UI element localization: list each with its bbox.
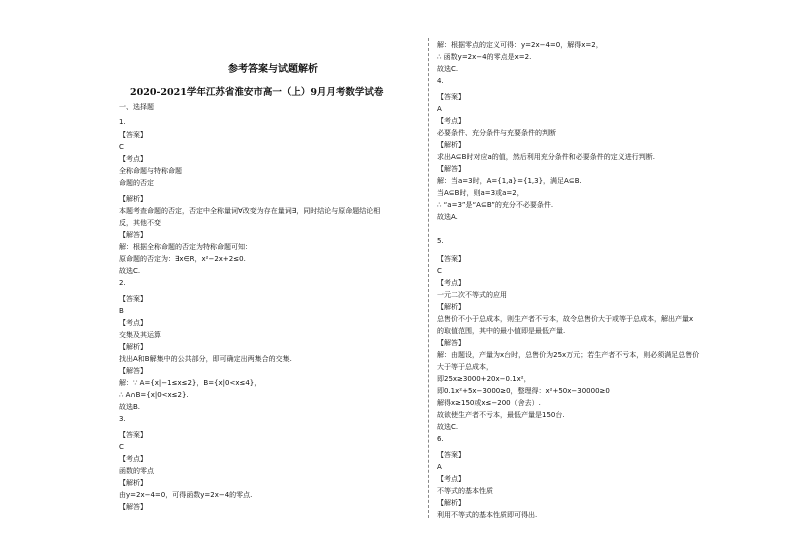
text-line: 【解析】: [119, 479, 147, 487]
text-line: 【解析】: [437, 141, 465, 149]
text-line: 即25x≥3000+20x−0.1x²，: [437, 375, 531, 383]
text-line: 求出A⊆B时对应a的值，然后利用充分条件和必要条件的定义进行判断.: [437, 153, 655, 161]
text-line: 当A⊆B时，则a=3或a=2，: [437, 189, 524, 197]
text-line: 1.: [119, 118, 126, 126]
text-line: 故选C.: [437, 423, 459, 431]
doc-title: 参考答案与试题解析: [228, 64, 318, 75]
column-divider: [428, 38, 429, 518]
text-line: 【解析】: [437, 303, 465, 311]
text-line: 全称命题与特称命题: [119, 167, 182, 175]
text-line: 由y=2x−4=0，可得函数y=2x−4的零点.: [119, 491, 253, 499]
text-line: C: [437, 267, 442, 275]
text-line: C: [119, 143, 124, 151]
text-line: 【解答】: [437, 339, 465, 347]
doc-subtitle: 2020-2021学年江苏省淮安市高一（上）9月月考数学试卷: [130, 87, 384, 98]
text-line: 故选B.: [119, 403, 141, 411]
text-line: 【解析】: [119, 195, 147, 203]
text-line: 故欲使生产者不亏本，最低产量是150台.: [437, 411, 565, 419]
text-line: 解：根据全称命题的否定为特称命题可知：: [119, 243, 252, 251]
text-line: 总售价不小于总成本，则生产者不亏本，故令总售价大于或等于总成本，解出产量x: [437, 315, 694, 323]
text-line: 解：根据零点的定义可得：y=2x−4=0，解得x=2，: [437, 41, 603, 49]
text-line: 解得x≥150或x≤−200（舍去）.: [437, 399, 541, 407]
text-line: 即0.1x²+5x−3000≥0，整理得：x²+50x−30000≥0: [437, 387, 610, 395]
text-line: 6.: [437, 435, 444, 443]
text-line: 4.: [437, 77, 444, 85]
text-line: 反，其他不变: [119, 219, 161, 227]
text-line: A: [437, 105, 442, 113]
text-line: C: [119, 443, 124, 451]
text-line: 一元二次不等式的应用: [437, 291, 507, 299]
text-line: 大于等于总成本，: [437, 363, 493, 371]
text-line: 【解答】: [119, 231, 147, 239]
text-line: 2.: [119, 279, 126, 287]
text-line: 命题的否定: [119, 179, 154, 187]
text-line: 解：由题设，产量为x台时，总售价为25x万元；若生产者不亏本，则必须满足总售价: [437, 351, 700, 359]
text-line: ∴ A∩B={x|0<x≤2}.: [119, 391, 189, 399]
text-line: 找出A和B解集中的公共部分，即可确定出两集合的交集.: [119, 355, 292, 363]
text-line: 【答案】: [437, 93, 465, 101]
text-line: 【考点】: [437, 475, 465, 483]
text-line: 【考点】: [119, 319, 147, 327]
text-line: 交集及其运算: [119, 331, 161, 339]
text-line: 故选A.: [437, 213, 458, 221]
text-line: 【考点】: [119, 455, 147, 463]
text-line: 5.: [437, 237, 444, 245]
text-line: 【答案】: [437, 451, 465, 459]
text-line: 【答案】: [119, 295, 147, 303]
text-line: 本题考查命题的否定，否定中全称量词∀改变为存在量词∃，同时结论与原命题结论相: [119, 207, 381, 215]
text-line: 【考点】: [119, 155, 147, 163]
text-line: 函数的零点: [119, 467, 154, 475]
text-line: 【考点】: [437, 117, 465, 125]
text-line: 【答案】: [437, 255, 465, 263]
text-line: 【解答】: [119, 367, 147, 375]
text-line: 【解答】: [119, 503, 147, 511]
text-line: 【解析】: [119, 343, 147, 351]
text-line: 【答案】: [119, 131, 147, 139]
text-line: B: [119, 307, 124, 315]
text-line: 不等式的基本性质: [437, 487, 493, 495]
text-line: 【考点】: [437, 279, 465, 287]
text-line: 【答案】: [119, 431, 147, 439]
text-line: 必要条件、充分条件与充要条件的判断: [437, 129, 556, 137]
text-line: 一、选择题: [119, 103, 154, 111]
text-line: 利用不等式的基本性质即可得出.: [437, 511, 538, 519]
text-line: 故选C.: [119, 267, 141, 275]
text-line: ∴ “a=3”是“A⊆B”的充分不必要条件.: [437, 201, 554, 209]
text-line: A: [437, 463, 442, 471]
text-line: 原命题的否定为：∃x∈R，x²−2x+2≤0.: [119, 255, 246, 263]
text-line: 解：当a=3时，A={1,a}={1,3}，满足A⊆B.: [437, 177, 582, 185]
text-line: 解：∵ A={x|−1≤x≤2}，B={x|0<x≤4}，: [119, 379, 262, 387]
text-line: 【解答】: [437, 165, 465, 173]
text-line: 【解析】: [437, 499, 465, 507]
text-line: 故选C.: [437, 65, 459, 73]
text-line: 3.: [119, 415, 126, 423]
text-line: 的取值范围，其中的最小值即是最低产量.: [437, 327, 566, 335]
text-line: ∴ 函数y=2x−4的零点是x=2.: [437, 53, 532, 61]
